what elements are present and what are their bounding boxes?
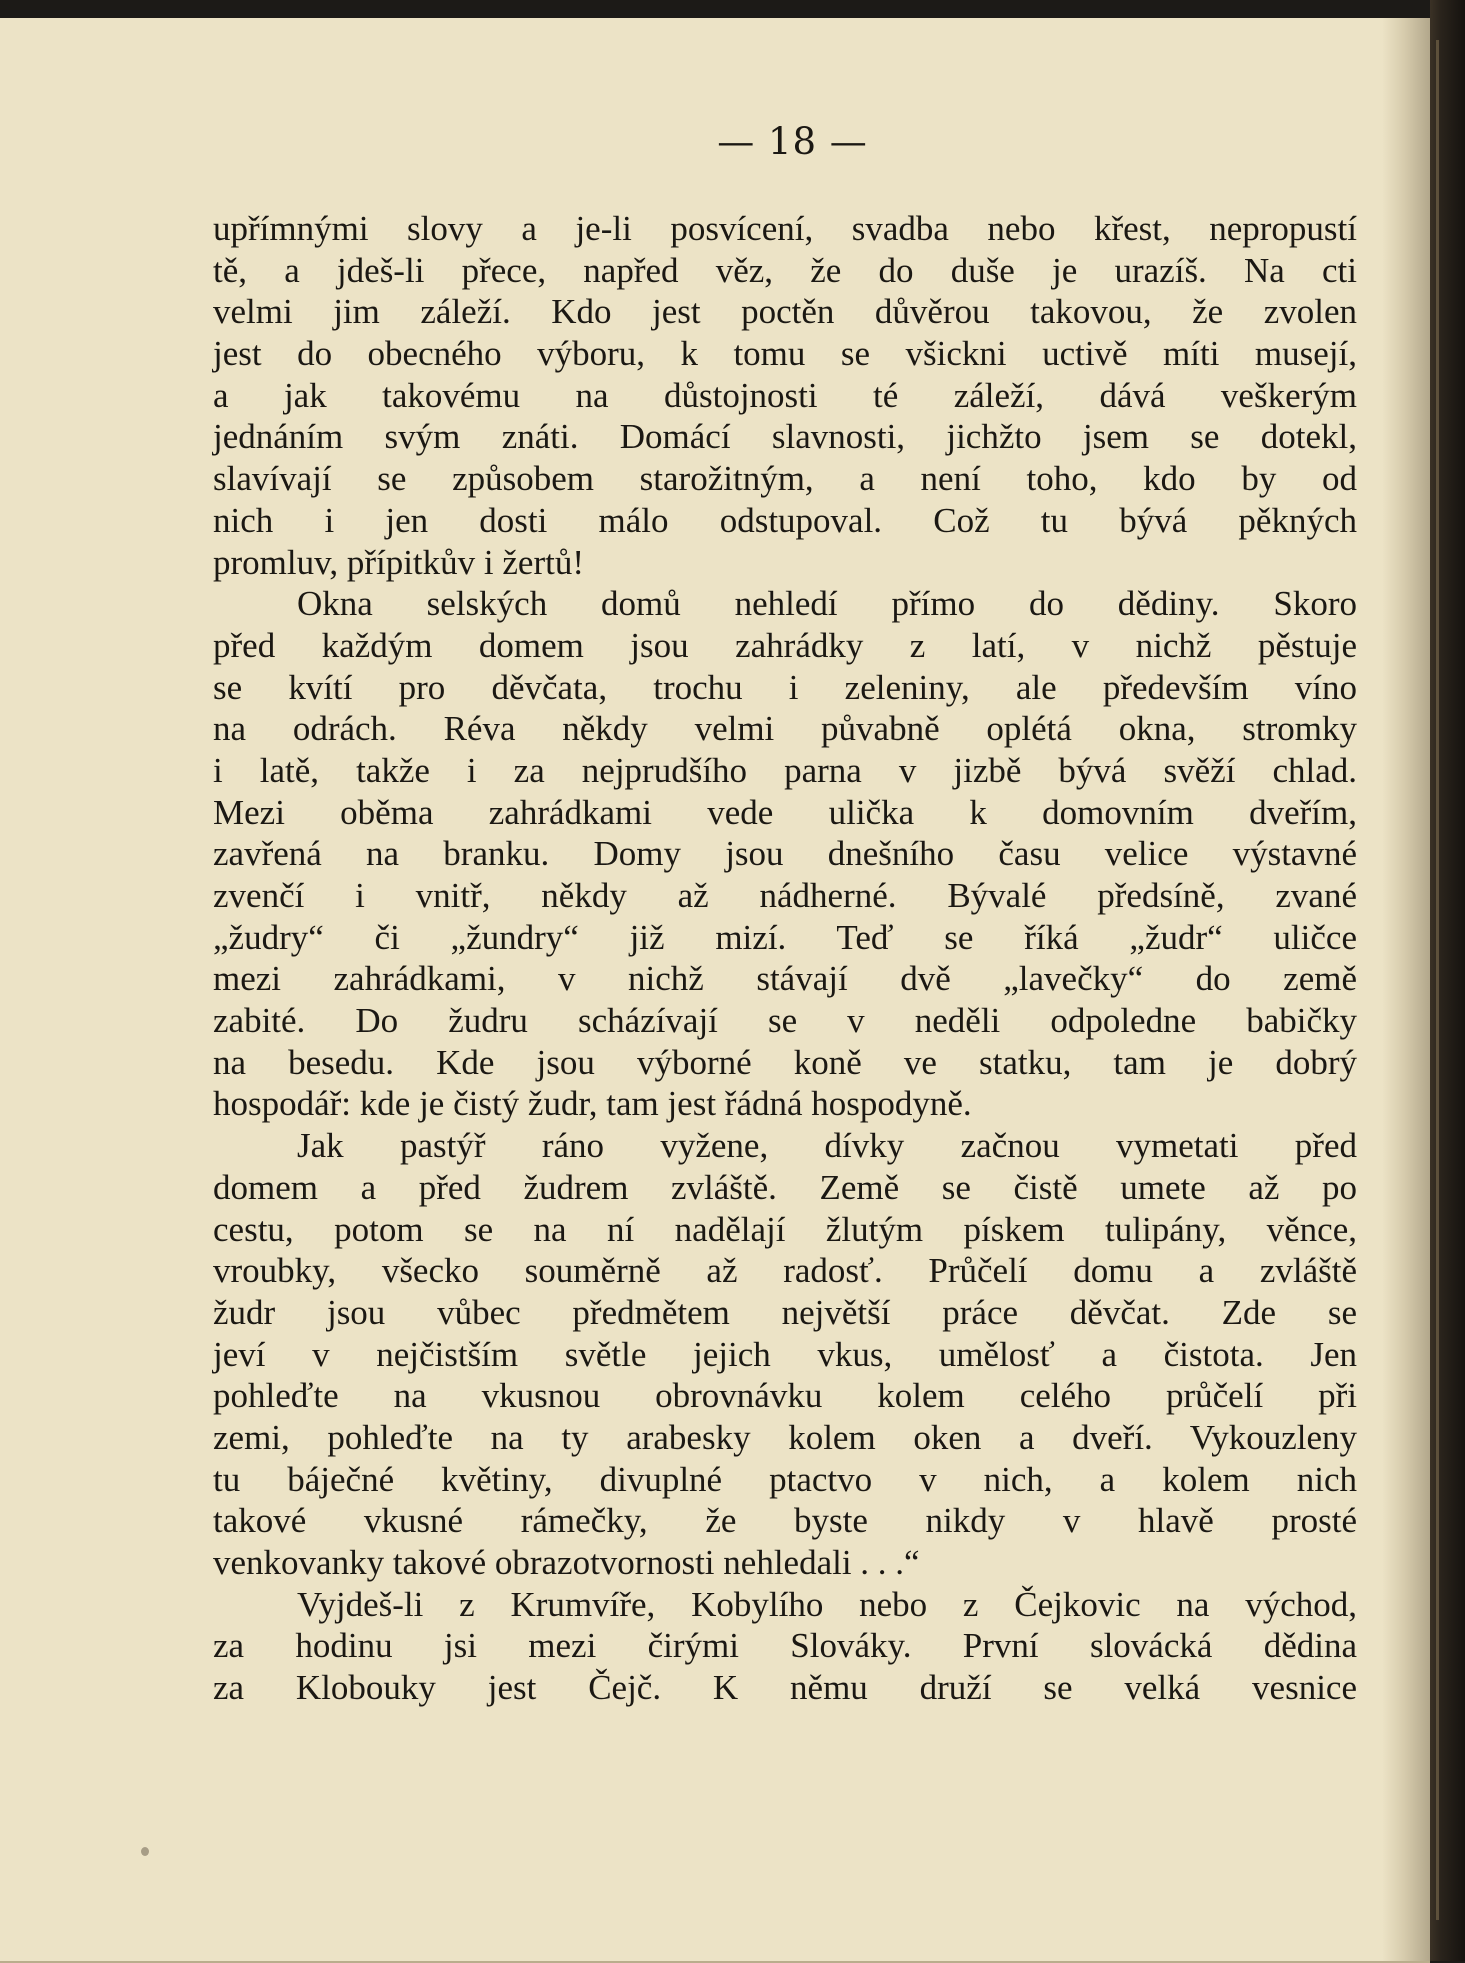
text-line: jednáním svým znáti. Domácí slavnosti, jichžto jsem se dotekl,	[213, 417, 1357, 457]
text-line: promluv, přípitkův i žertů!	[213, 542, 584, 582]
text-line: nich i jen dosti málo odstupoval. Což tu bývá pěkných	[213, 500, 1357, 540]
text-line: venkovanky takové obrazotvornosti nehledali . . .“	[213, 1543, 920, 1582]
text-line: jeví v nejčistším světle jejich vkus, umělosť a čistota. Jen	[213, 1334, 1357, 1374]
text-line: takové vkusné rámečky, že byste nikdy v hlavě prosté	[213, 1501, 1357, 1541]
paragraph-start-line: Okna selských domů nehledí přímo do dědiny. Skoro	[297, 584, 1357, 624]
text-line: za Klobouky jest Čejč. K němu druží se velká vesnice	[213, 1668, 1357, 1708]
text-line: na besedu. Kde jsou výborné koně ve statku, tam je dobrý	[213, 1042, 1357, 1082]
text-line: velmi jim záleží. Kdo jest poctěn důvěrou takovou, že zvolen	[213, 292, 1357, 332]
text-line: mezi zahrádkami, v nichž stávají dvě „lavečky“ do země	[213, 959, 1357, 999]
text-line: slavívají se způsobem starožitným, a není toho, kdo by od	[213, 459, 1357, 499]
text-line: pohleďte na vkusnou obrovnávku kolem celého průčelí při	[213, 1376, 1357, 1416]
text-line: jest do obecného výboru, k tomu se všickni uctivě míti musejí,	[213, 334, 1357, 374]
text-line: tu báječné květiny, divuplné ptactvo v nich, a kolem nich	[213, 1459, 1357, 1499]
text-line: vroubky, všecko souměrně až radosť. Průčelí domu a zvláště	[213, 1251, 1357, 1291]
text-line: na odrách. Réva někdy velmi půvabně oplétá okna, stromky	[213, 709, 1357, 749]
text-line: zabité. Do žudru scházívají se v neděli odpoledne babičky	[213, 1001, 1357, 1041]
text-line: zemi, pohleďte na ty arabesky kolem oken a dveří. Vykouzleny	[213, 1417, 1357, 1457]
text-line: zvenčí i vnitř, někdy až nádherné. Bývalé předsíně, zvané	[213, 876, 1357, 915]
paragraph-start-line: Jak pastýř ráno vyžene, dívky začnou vymetati před	[297, 1126, 1357, 1166]
text-line: hospodář: kde je čistý žudr, tam jest řádná hospodyně.	[213, 1084, 972, 1124]
text-line: zavřená na branku. Domy jsou dnešního času velice výstavné	[213, 834, 1357, 874]
text-line: i latě, takže i za nejprudšího parna v jizbě bývá svěží chlad.	[213, 750, 1357, 790]
text-line: domem a před žudrem zvláště. Země se čistě umete až po	[213, 1167, 1357, 1207]
paper-speck	[141, 1847, 149, 1856]
body-text	[213, 208, 1357, 1709]
text-line: Mezi oběma zahrádkami vede ulička k domovním dveřím,	[213, 792, 1357, 832]
page-shadow	[1382, 18, 1430, 1961]
text-line: a jak takovému na důstojnosti té záleží, dává veškerým	[213, 375, 1357, 415]
page-number: — 18 —	[717, 120, 868, 163]
text-line: před každým domem jsou zahrádky z latí, v nichž pěstuje	[213, 625, 1357, 665]
paragraph-start-line: Vyjdeš-li z Krumvíře, Kobylího nebo z Čejkovic na východ,	[297, 1584, 1357, 1624]
text-line: za hodinu jsi mezi čirými Slováky. První slovácká dědina	[213, 1626, 1357, 1666]
text-line: „žudry“ či „žundry“ již mizí. Teď se říká „žudr“ uličce	[213, 917, 1357, 957]
text-line: cestu, potom se na ní nadělají žlutým pískem tulipány, věnce,	[213, 1209, 1357, 1249]
text-line: žudr jsou vůbec předmětem největší práce děvčat. Zde se	[213, 1292, 1357, 1332]
text-line: tě, a jdeš-li přece, napřed věz, že do duše je urazíš. Na cti	[213, 250, 1357, 290]
text-line: se kvítí pro děvčata, trochu i zeleniny, ale především víno	[213, 667, 1357, 707]
text-line: upřímnými slovy a je-li posvícení, svadba nebo křest, nepropustí	[213, 209, 1357, 248]
page-edge-line	[1436, 40, 1439, 1920]
